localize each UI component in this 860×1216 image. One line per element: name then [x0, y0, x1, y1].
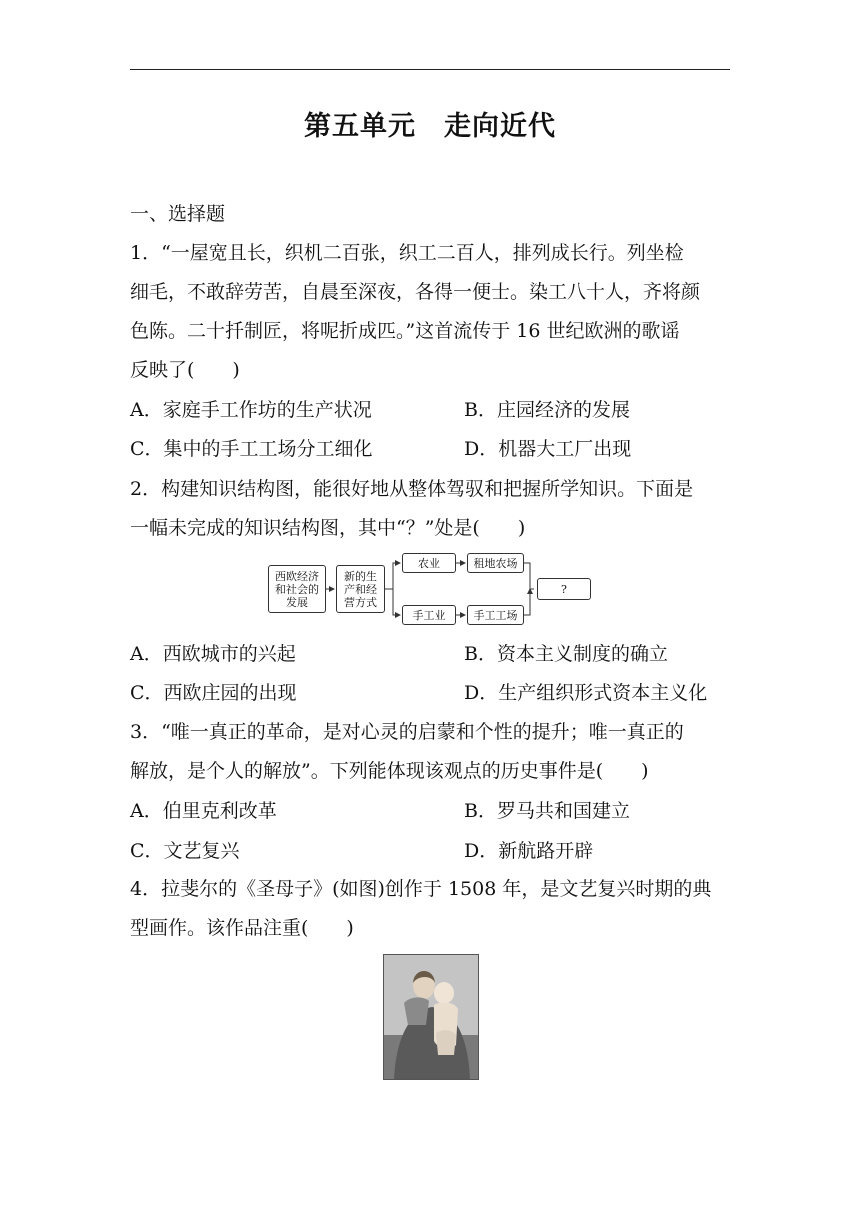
- knowledge-structure-diagram: [266, 549, 596, 629]
- diagram-box-agriculture: 农业: [402, 553, 456, 573]
- q1-option-c: C．集中的手工工场分工细化: [130, 438, 373, 460]
- q3-line-1: 3．“唯一真正的革命，是对心灵的启蒙和个性的提升；唯一真正的: [130, 721, 684, 743]
- q1-line-4: 反映了( ): [130, 359, 240, 381]
- diagram-box-handicraft: 手工业: [402, 605, 456, 625]
- diagram-box-new-methods: 新的生 产和经 营方式: [336, 565, 385, 613]
- painting-illustration: [384, 955, 478, 1079]
- q1-line-2: 细毛，不敢辞劳苦，自晨至深夜，各得一便士。染工八十人，齐将颜: [130, 281, 701, 303]
- diagram-box-economy: 西欧经济 和社会的 发展: [268, 565, 326, 613]
- q1-option-b: B．庄园经济的发展: [464, 399, 630, 421]
- q1-option-a: A．家庭手工作坊的生产状况: [130, 399, 372, 421]
- q3-option-b: B．罗马共和国建立: [464, 800, 630, 822]
- q1-line-3: 色陈。二十扦制匠，将呢折成匹。”这首流传于 16 世纪欧洲的歌谣: [130, 320, 680, 342]
- q3-option-c: C．文艺复兴: [130, 840, 240, 862]
- q2-line-1: 2．构建知识结构图，能很好地从整体驾驭和把握所学知识。下面是: [130, 478, 694, 500]
- bracket-top: [524, 563, 534, 589]
- q2-option-a: A．西欧城市的兴起: [130, 643, 296, 665]
- madonna-and-child-painting: [383, 954, 479, 1080]
- diagram-box-workshop: 手工工场: [467, 605, 524, 625]
- q3-option-a: A．伯里克利改革: [130, 800, 277, 822]
- page-title: 第五单元 走向近代: [304, 111, 556, 142]
- diagram-box-tenant-farm: 租地农场: [467, 553, 524, 573]
- arrow-to-handicraft: [393, 589, 400, 615]
- q2-line-2: 一幅未完成的知识结构图，其中“？”处是( ): [130, 517, 526, 539]
- q2-option-c: C．西欧庄园的出现: [130, 682, 297, 704]
- q2-option-b: B．资本主义制度的确立: [464, 643, 668, 665]
- q4-line-2: 型画作。该作品注重( ): [130, 917, 354, 939]
- diagram-box-unknown: ?: [537, 578, 591, 600]
- q3-option-d: D．新航路开辟: [464, 840, 594, 862]
- section-heading: 一、选择题: [130, 203, 226, 225]
- q3-line-2: 解放，是个人的解放”。下列能体现该观点的历史事件是( ): [130, 760, 649, 782]
- q1-option-d: D．机器大工厂出现: [464, 438, 632, 460]
- bracket-bottom: [524, 589, 530, 615]
- arrow-to-agriculture: [385, 563, 400, 589]
- q2-option-d: D．生产组织形式资本主义化: [464, 682, 708, 704]
- header-rule: [130, 69, 730, 70]
- q4-line-1: 4．拉斐尔的《圣母子》(如图)创作于 1508 年，是文艺复兴时期的典: [130, 878, 712, 900]
- q1-line-1: 1．“一屋宽且长，织机二百张，织工二百人，排列成长行。列坐检: [130, 242, 684, 264]
